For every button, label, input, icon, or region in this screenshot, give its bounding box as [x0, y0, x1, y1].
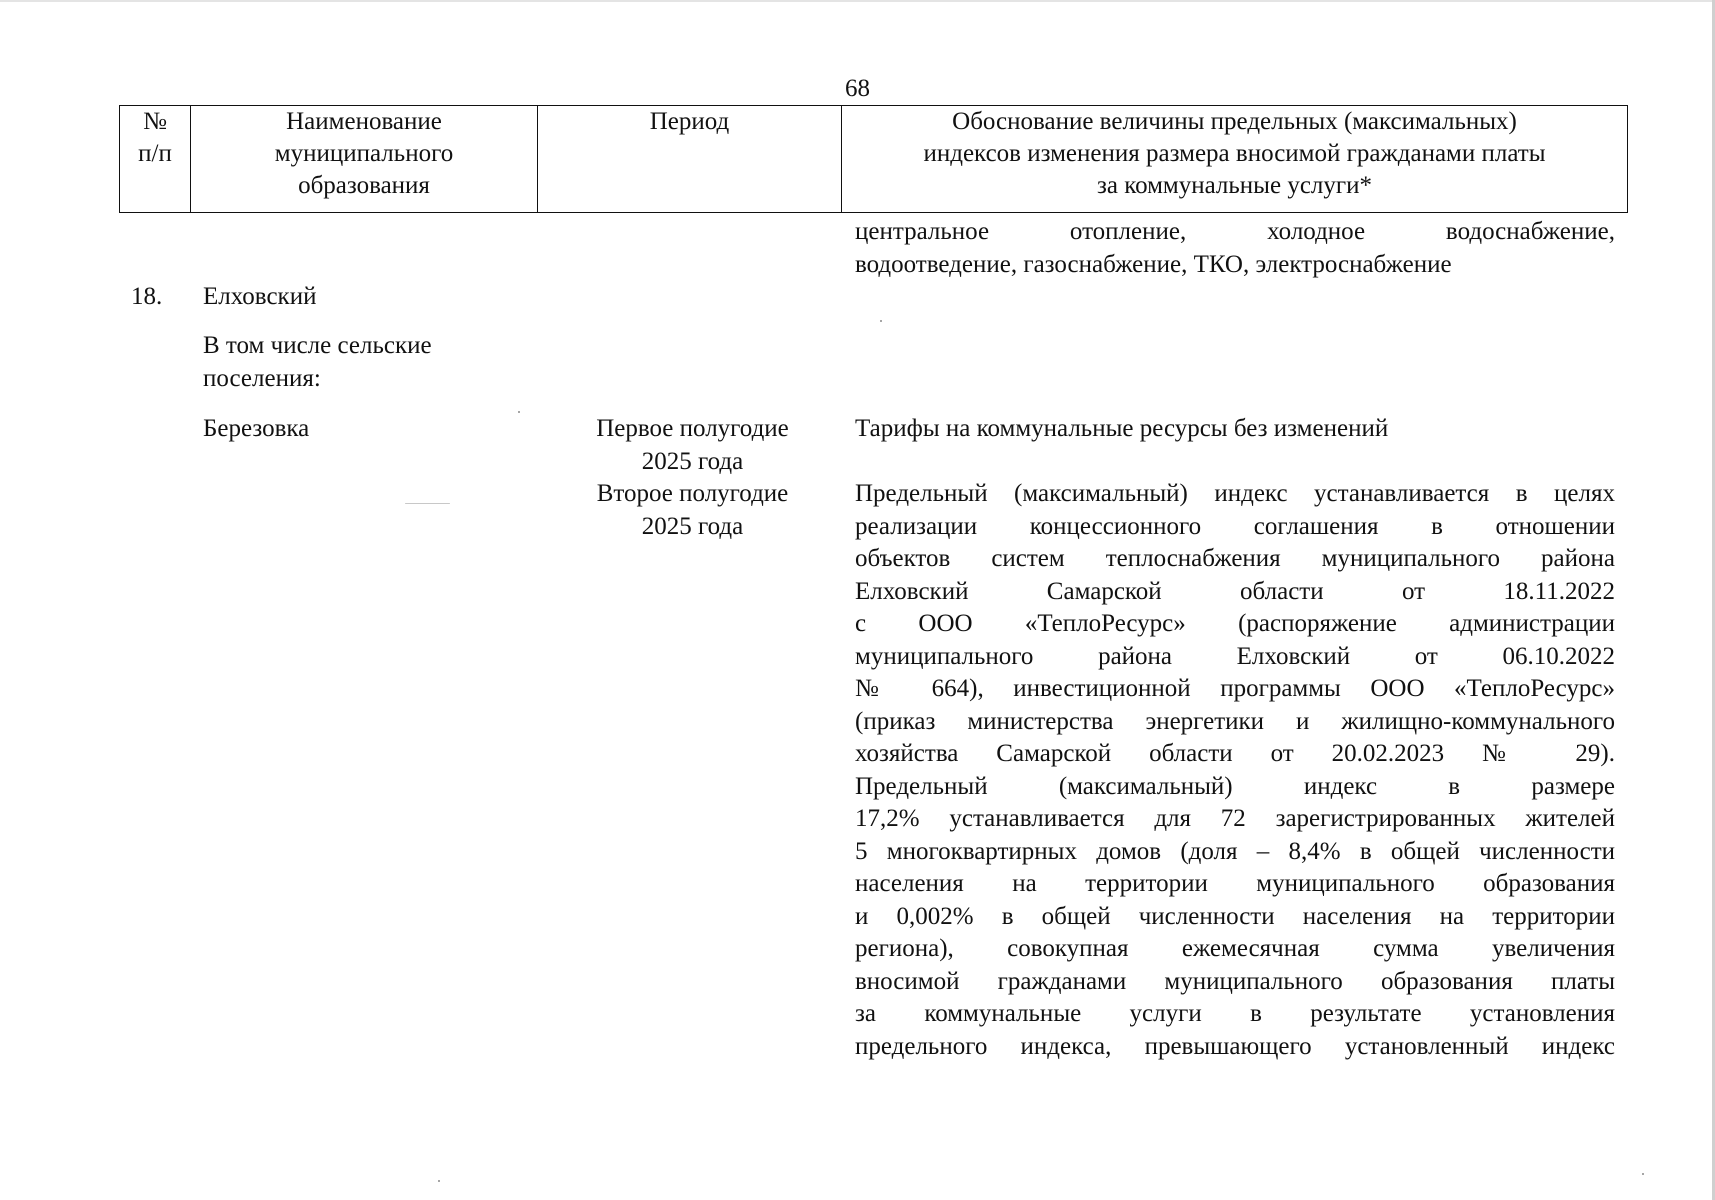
basis-line: объектов систем теплоснабжения муниципального района [855, 545, 1615, 572]
basis-line: вносимой гражданами муниципального образования платы [855, 967, 1615, 995]
header-col-basis: Обоснование величины предельных (максимальных) индексов изменения размера вносимой гражданами платы за коммунальные услуги* [842, 106, 1628, 213]
basis-line: предельного индекса, превышающего установленный индекс [855, 1032, 1615, 1060]
basis-line: хозяйства Самарской области от 20.02.2023 № 29). [855, 740, 1615, 767]
basis-line: № 664), инвестиционной программы ООО «ТеплоРесурс» [855, 675, 1615, 702]
scan-speck [880, 320, 882, 322]
page-number: 68 [845, 75, 870, 102]
header-col-number: № п/п [120, 106, 191, 213]
header-table [119, 105, 1628, 213]
basis-tariffs-unchanged: Тарифы на коммунальные ресурсы без изменений [855, 415, 1389, 442]
continuation-line-1: центральное отопление, холодное водоснабжение, [855, 218, 1615, 245]
settlement-name: Березовка [203, 415, 310, 442]
basis-line: (приказ министерства энергетики и жилищно-коммунального [855, 707, 1615, 735]
entry-number: 18. [131, 283, 163, 310]
basis-line: реализации концессионного соглашения в отношении [855, 512, 1615, 540]
basis-line: за коммунальные услуги в результате установления [855, 1000, 1615, 1027]
basis-line: 5 многоквартирных домов (доля – 8,4% в общей численности [855, 837, 1615, 865]
header-row [120, 106, 1628, 213]
header-col-name: Наименование муниципального образования [191, 106, 538, 213]
rural-settlements-heading: В том числе сельские поселения: [203, 332, 432, 392]
municipality-name: Елховский [203, 283, 317, 310]
header-col-period: Период [538, 106, 842, 213]
scan-speck [518, 411, 520, 413]
basis-line: региона), совокупная ежемесячная сумма увеличения [855, 935, 1615, 962]
scan-speck [1642, 1173, 1644, 1175]
scan-speck [405, 503, 450, 504]
period-first-half: Первое полугодие 2025 года [596, 415, 789, 475]
basis-line: населения на территории муниципального образования [855, 870, 1615, 897]
basis-line: и 0,002% в общей численности населения на территории [855, 902, 1615, 930]
basis-line: Предельный (максимальный) индекс в размере [855, 772, 1615, 800]
continuation-line-2: водоотведение, газоснабжение, ТКО, электроснабжение [855, 251, 1452, 278]
basis-line: с ООО «ТеплоРесурс» (распоряжение администрации [855, 610, 1615, 637]
basis-line: Елховский Самарской области от 18.11.2022 [855, 577, 1615, 605]
basis-line: 17,2% устанавливается для 72 зарегистрированных жителей [855, 805, 1615, 832]
scan-top-edge [0, 0, 1715, 2]
scan-speck [438, 1180, 440, 1182]
basis-line: муниципального района Елховский от 06.10.2022 [855, 642, 1615, 670]
basis-line: Предельный (максимальный) индекс устанавливается в целях [855, 480, 1615, 507]
period-second-half: Второе полугодие 2025 года [596, 480, 789, 540]
